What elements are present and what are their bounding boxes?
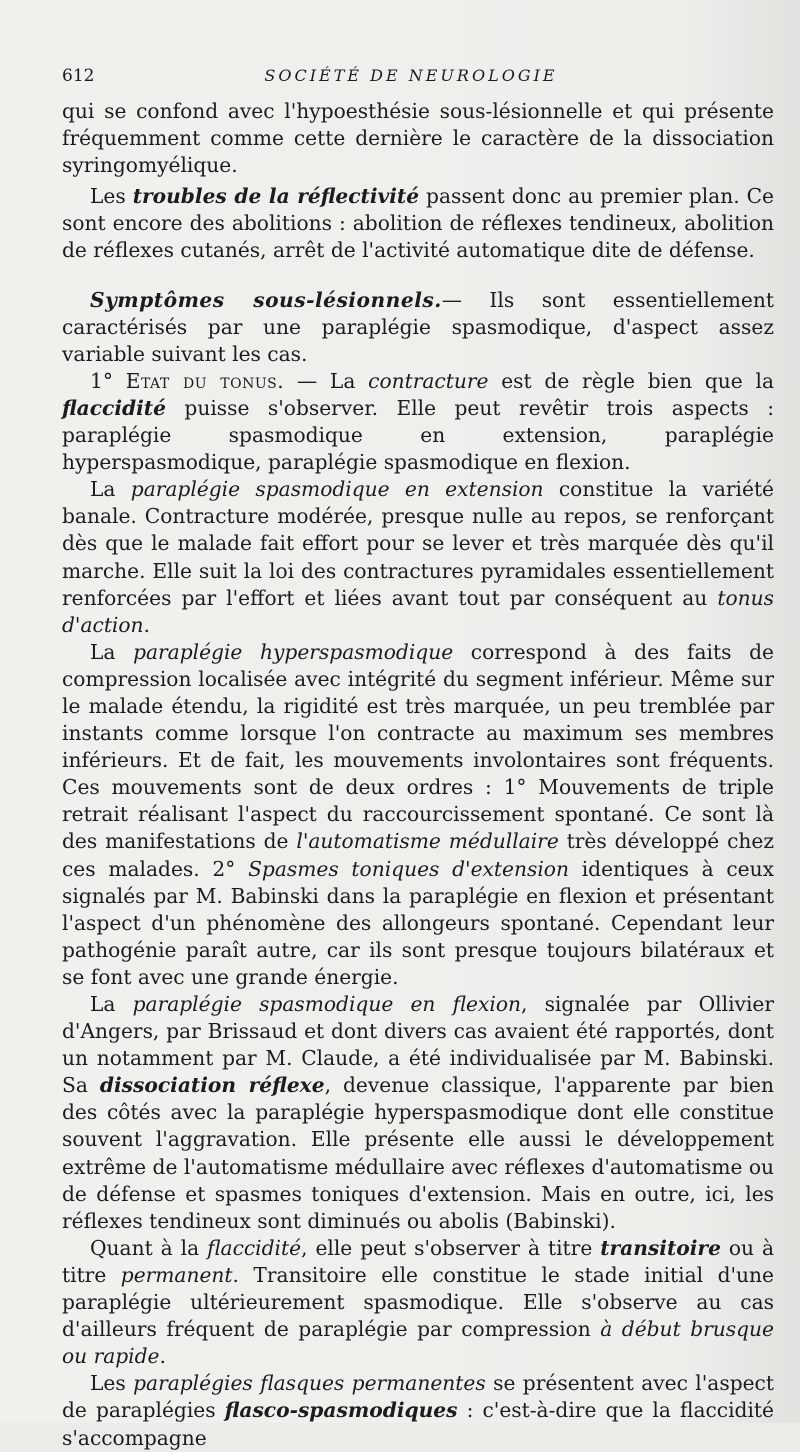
text-span: Spasmes toniques d'extension: [248, 856, 569, 881]
text-span: passent donc au premier plan. Ce sont encore des abolitions : abolition de réflexes tendineux, abolition de réflexes cutanés, arrêt de l'activité automatique dite de défense.: [62, 184, 774, 263]
paragraph-hyperspasmodique: [62, 639, 774, 991]
text-span: paraplégies: [95, 1398, 225, 1423]
paragraph-1: [62, 98, 774, 179]
text-span: — Ils sont essentiellement caractérisés par une paraplégie spasmodique, d'aspect assez variable suivant les cas.: [62, 287, 774, 366]
text-span: paraplégie hyperspasmodique: [133, 639, 454, 664]
text-span: .: [159, 1344, 166, 1369]
page-body: [62, 98, 774, 1452]
paragraph-flexion: [62, 991, 774, 1235]
text-span: identiques à ceux signalés par M. Babinski dans la paraplégie en flexion et présentant l'aspect d'un phénomène des allongeurs spontané. Cependant leur pathogénie paraît autre, car ils sont presque toujours bilatéraux et se font avec une grande énergie.: [62, 856, 774, 989]
text-span: flaccidité: [62, 395, 166, 420]
text-span: paraplégie spasmodique en extension: [130, 477, 544, 502]
text-span: à début brusque ou rapide: [62, 1317, 774, 1369]
paragraph-etat-du-tonus: [62, 368, 774, 476]
text-span: Quant à la: [90, 1235, 208, 1260]
text-span: La: [90, 639, 134, 664]
paragraph-flaccidite: [62, 1235, 774, 1370]
text-span: l'automatisme médullaire: [296, 829, 559, 854]
paragraph-2: [62, 183, 774, 264]
text-span: La: [90, 992, 133, 1016]
text-span: flaccidité: [207, 1235, 302, 1260]
text-span: très développé chez ces malades. 2°: [62, 829, 774, 881]
running-head: SOCIÉTÉ DE NEUROLOGIE: [264, 66, 558, 85]
text-span: constitue la variété banale. Contracture modérée, presque nulle au repos, se renforçant dès que le malade fait effort pour se lever et très marquée dès qu'il marche. Elle suit la loi des contractures pyramidales essentiellement renforcées par l'effort et liées avant tout par conséquent au: [62, 477, 775, 610]
page-header: [62, 66, 760, 90]
text-span: , elle peut s'observer à titre: [301, 1235, 601, 1260]
text-span: correspond à des faits de compression localisée avec intégrité du segment inférieur. Même sur le malade étendu, la rigidité est très marquée, un peu tremblée par instants comme lorsque l'on contracte au maximum ses membres inférieurs. Et de fait, les mouvements involontaires sont fréquents. Ces mouvements sont de deux ordres : 1° Mouvements de triple retrait réalisant l'aspect du raccourcissement spontané. Ce sont là des manifestations de: [62, 639, 774, 854]
text-span: — La: [284, 368, 369, 393]
text-span: est de règle bien que la: [488, 368, 774, 393]
text-span: Les: [90, 184, 133, 209]
paragraph-flasques: [62, 1370, 774, 1451]
text-span: transitoire: [600, 1235, 721, 1260]
text-span: flasco-spasmodiques: [224, 1398, 458, 1423]
text-span: : c'est-à-dire que la flaccidité s'accompagne: [62, 1398, 774, 1450]
text-span: contracture: [368, 368, 489, 393]
text-span: qui se confond avec l'hypoesthésie sous-lésionnelle et qui présente fréquemment comme cette dernière le caractère de la dissociation syringomyélique.: [62, 99, 774, 178]
paragraph-extension: [62, 476, 774, 639]
emphasis: troubles de la réflectivité: [132, 184, 420, 209]
section-title: Symptômes sous-lésionnels.: [90, 287, 442, 312]
text-span: puisse s'observer. Elle peut revêtir trois aspects : paraplégie spasmodique en extension, paraplégie hyperspasmodique, paraplégie spasmodique en flexion.: [62, 395, 774, 475]
text-span: ou à titre: [62, 1235, 775, 1287]
text-span: .: [143, 612, 150, 637]
text-span: permanent: [120, 1262, 233, 1287]
text-span: paraplégie spasmodique en flexion: [132, 992, 521, 1016]
text-span: , devenue classique, l'apparente par bien des côtés avec la paraplégie hyperspasmodique dont elle constitue souvent l'aggravation. Elle présente elle aussi le développement extrême de l'automatisme médullaire avec réflexes d'automatisme ou de défense et spasmes toniques d'extension. Mais en outre, ici, les réflexes tendineux sont diminués ou abolis (Babinski).: [62, 1073, 774, 1233]
section-symptomes: [62, 287, 774, 368]
text-span: 1°: [90, 368, 126, 393]
subsection-title: Etat du tonus.: [125, 368, 285, 393]
text-span: , signalée par Ollivier d'Angers, par Brissaud et dont divers cas avaient été rapportés, dont un notamment par M. Claude, a été individualisée par M. Babinski. Sa: [62, 992, 775, 1098]
text-span: . Transitoire elle constitue le stade initial d'une paraplégie ultérieurement spasmodique. Elle s'observe au cas d'ailleurs fréquent de paraplégie par compression: [62, 1262, 775, 1342]
text-span: dissociation réflexe: [99, 1073, 325, 1098]
text-span: Les: [90, 1371, 134, 1396]
text-span: La: [90, 477, 131, 502]
text-span: se présentent avec l'aspect de: [62, 1371, 774, 1423]
text-span: tonus d'action: [62, 585, 774, 637]
text-span: paraplégies flasques permanentes: [133, 1371, 486, 1396]
page-number: 612: [62, 66, 95, 86]
